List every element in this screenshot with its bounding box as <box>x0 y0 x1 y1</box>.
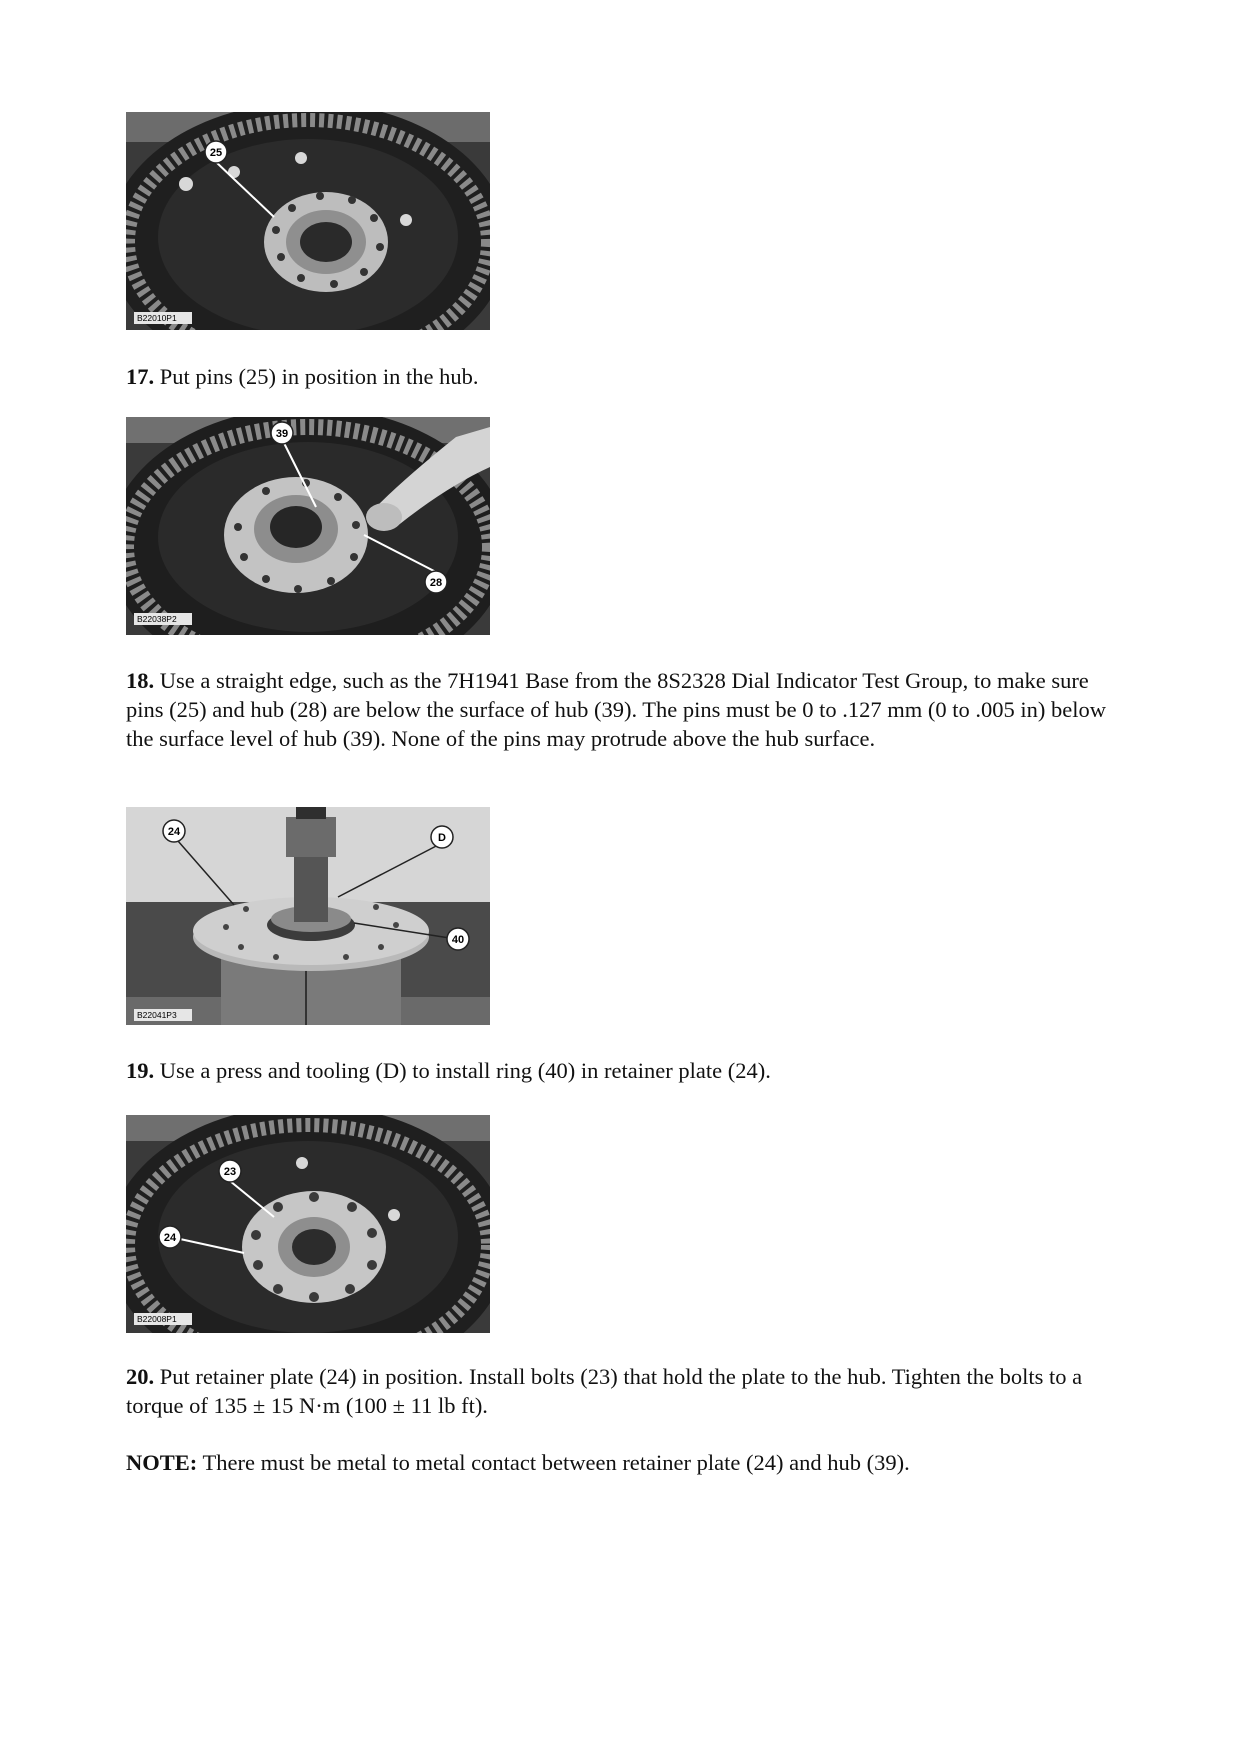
photo-retainer-plate-image <box>126 1115 490 1333</box>
figure-code: B22008P1 <box>137 1314 177 1324</box>
callout-label: 40 <box>451 934 465 946</box>
note-label: NOTE: <box>126 1450 198 1475</box>
step-number: 18. <box>126 668 155 693</box>
callout-label: 28 <box>429 577 443 589</box>
photo-press-ring <box>126 807 490 1025</box>
callout-label: 23 <box>223 1166 237 1178</box>
callout-label: 25 <box>209 147 223 159</box>
step-text: Use a straight edge, such as the 7H1941 Base from the 8S2328 Dial Indicator Test Group, to make sure pins (25) and hub (28) are below the surface of hub (39). The pins must be 0 to .127 mm (0 to .005 in) below the surface level of hub (39). None of the pins may protrude above the hub surface. <box>126 668 1107 751</box>
photo-pins-in-hub <box>126 112 490 330</box>
callout-label: 39 <box>275 428 289 440</box>
callout-label: 24 <box>167 826 181 838</box>
step-text: Put pins (25) in position in the hub. <box>154 364 479 389</box>
callout-label: D <box>438 832 446 844</box>
step-19 <box>126 1056 1106 1085</box>
note-text: There must be metal to metal contact between retainer plate (24) and hub (39). <box>197 1450 910 1475</box>
photo-straight-edge-check-image <box>126 417 490 635</box>
step-number: 17. <box>126 364 155 389</box>
figure-code: B22010P1 <box>137 313 177 323</box>
step-20 <box>126 1362 1106 1420</box>
step-17 <box>126 362 1106 391</box>
note <box>126 1448 1106 1477</box>
photo-pins-in-hub-image <box>126 112 490 330</box>
step-number: 19. <box>126 1058 155 1083</box>
step-text: Put retainer plate (24) in position. Install bolts (23) that hold the plate to the hub. Tighten the bolts to a torque of 135 ± 15 N·m (100 ± 11 lb ft). <box>126 1364 1083 1418</box>
figure-code: B22041P3 <box>137 1010 177 1020</box>
photo-retainer-plate <box>126 1115 490 1333</box>
photo-straight-edge-check <box>126 417 490 635</box>
callout-label: 24 <box>163 1232 177 1244</box>
step-text: Use a press and tooling (D) to install ring (40) in retainer plate (24). <box>154 1058 771 1083</box>
photo-press-ring-image <box>126 807 490 1025</box>
step-number: 20. <box>126 1364 155 1389</box>
step-18 <box>126 666 1106 753</box>
figure-code: B22038P2 <box>137 614 177 624</box>
